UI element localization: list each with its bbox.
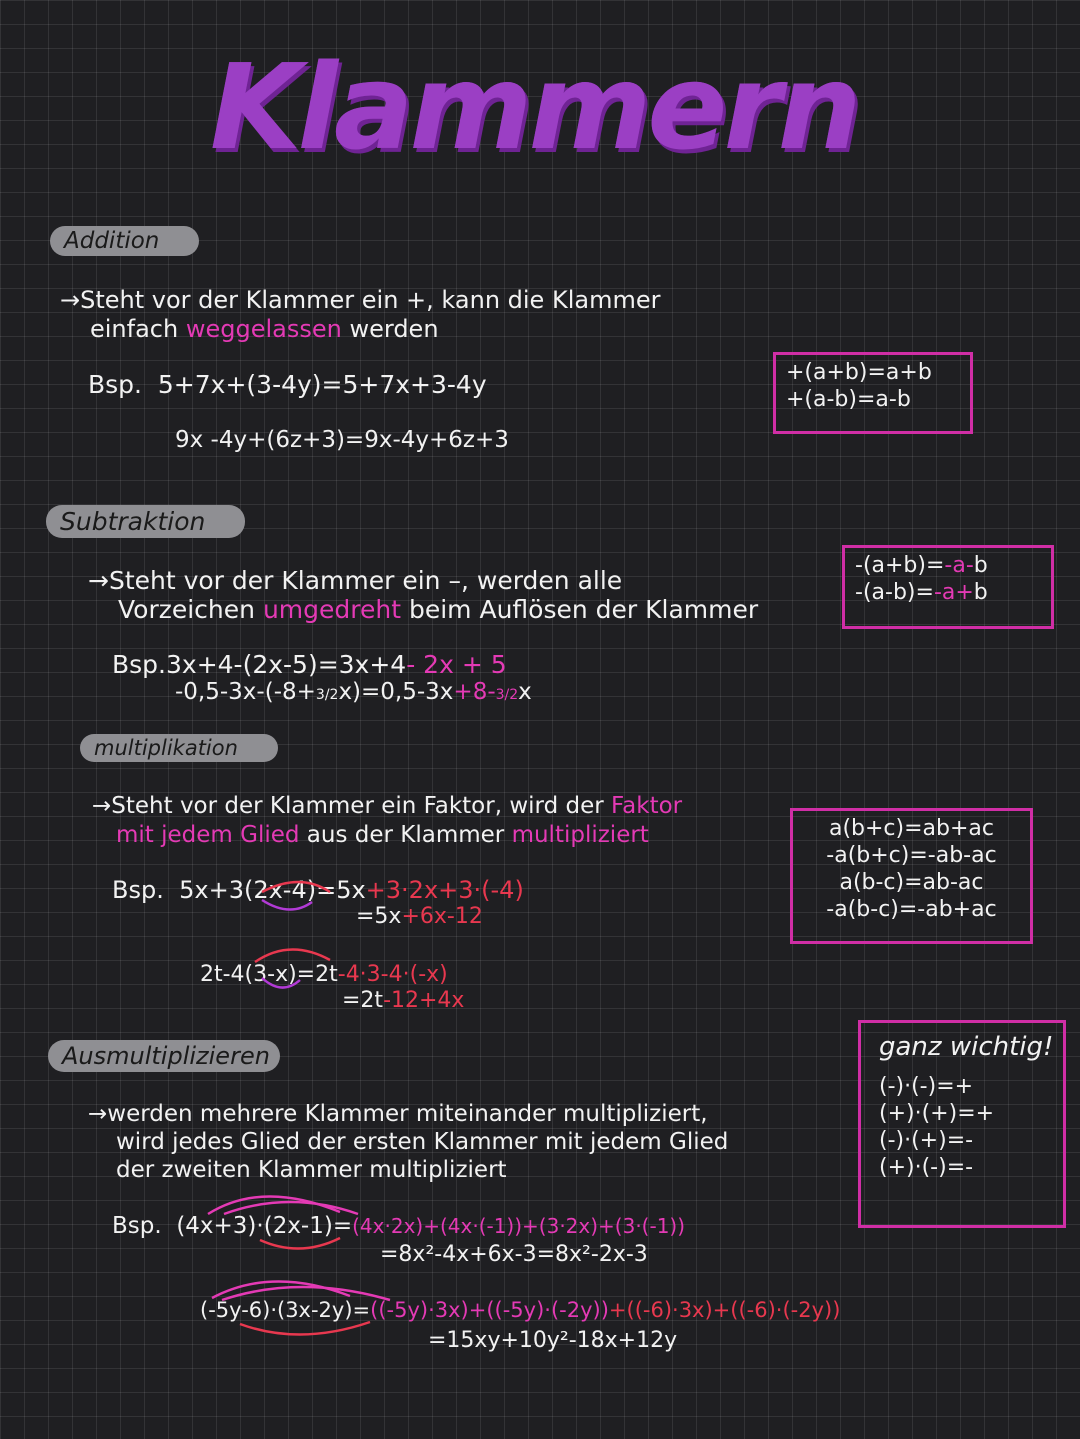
addition-rule-box: +(a+b)=a+b +(a-b)=a-b — [773, 352, 973, 434]
addition-rule: →Steht vor der Klammer ein +, kann die Klammer einfach weggelassen werden — [60, 286, 661, 343]
ausmultiplizieren-example-2-result: =15xy+10y²-18x+12y — [428, 1328, 678, 1353]
addition-example-1: Bsp. 5+7x+(3-4y)=5+7x+3-4y — [88, 370, 487, 399]
multiplikation-rule-box: a(b+c)=ab+ac -a(b+c)=-ab-ac a(b-c)=ab-ac -a(b-c)=-ab+ac — [790, 808, 1033, 944]
subtraktion-example-1: Bsp.3x+4-(2x-5)=3x+4- 2x + 5 — [112, 650, 507, 679]
subtraktion-example-2: -0,5-3x-(-8+3/2x)=0,5-3x+8-3/2x — [175, 679, 532, 705]
ausmultiplizieren-example-1-result: =8x²-4x+6x-3=8x²-2x-3 — [380, 1242, 648, 1267]
ausmultiplizieren-example-1: Bsp. (4x+3)·(2x-1)=(4x·2x)+(4x·(-1))+(3·2x)+(3·(-1)) — [112, 1213, 686, 1239]
multiplikation-example-2-result: =2t-12+4x — [342, 988, 465, 1013]
section-heading-ausmultiplizieren: Ausmultiplizieren — [48, 1040, 280, 1072]
multiplikation-example-1: Bsp. 5x+3(2x-4)=5x+3·2x+3·(-4) — [112, 876, 524, 904]
section-heading-addition: Addition — [50, 226, 199, 256]
multiplikation-example-2: 2t-4(3-x)=2t-4·3-4·(-x) — [200, 962, 448, 987]
section-heading-multiplikation: multiplikation — [80, 734, 278, 762]
wichtig-heading: ganz wichtig! — [879, 1032, 1054, 1062]
multiplikation-example-1-result: =5x+6x-12 — [356, 904, 483, 929]
ausmultiplizieren-rule: →werden mehrere Klammer miteinander multipliziert, wird jedes Glied der ersten Klammer mit jedem Glied der zweiten Klammer multipliziert — [88, 1101, 729, 1183]
ausmultiplizieren-example-2: (-5y-6)·(3x-2y)=((-5y)·3x)+((-5y)·(-2y))+((-6)·3x)+((-6)·(-2y)) — [200, 1298, 841, 1322]
addition-example-2: 9x -4y+(6z+3)=9x-4y+6z+3 — [175, 427, 509, 453]
page-title: Klammern — [210, 38, 858, 176]
subtraktion-rule-box: -(a+b)=-a-b -(a-b)=-a+b — [842, 545, 1054, 629]
subtraktion-rule: →Steht vor der Klammer ein –, werden alle Vorzeichen umgedreht beim Auflösen der Klammer — [88, 566, 759, 624]
multiplikation-rule: →Steht vor der Klammer ein Faktor, wird der Faktor mit jedem Glied aus der Klammer multipliziert — [92, 793, 683, 848]
wichtig-box: ganz wichtig! (-)·(-)=+ (+)·(+)=+ (-)·(+)=- (+)·(-)=- — [858, 1020, 1066, 1228]
section-heading-subtraktion: Subtraktion — [46, 505, 245, 538]
